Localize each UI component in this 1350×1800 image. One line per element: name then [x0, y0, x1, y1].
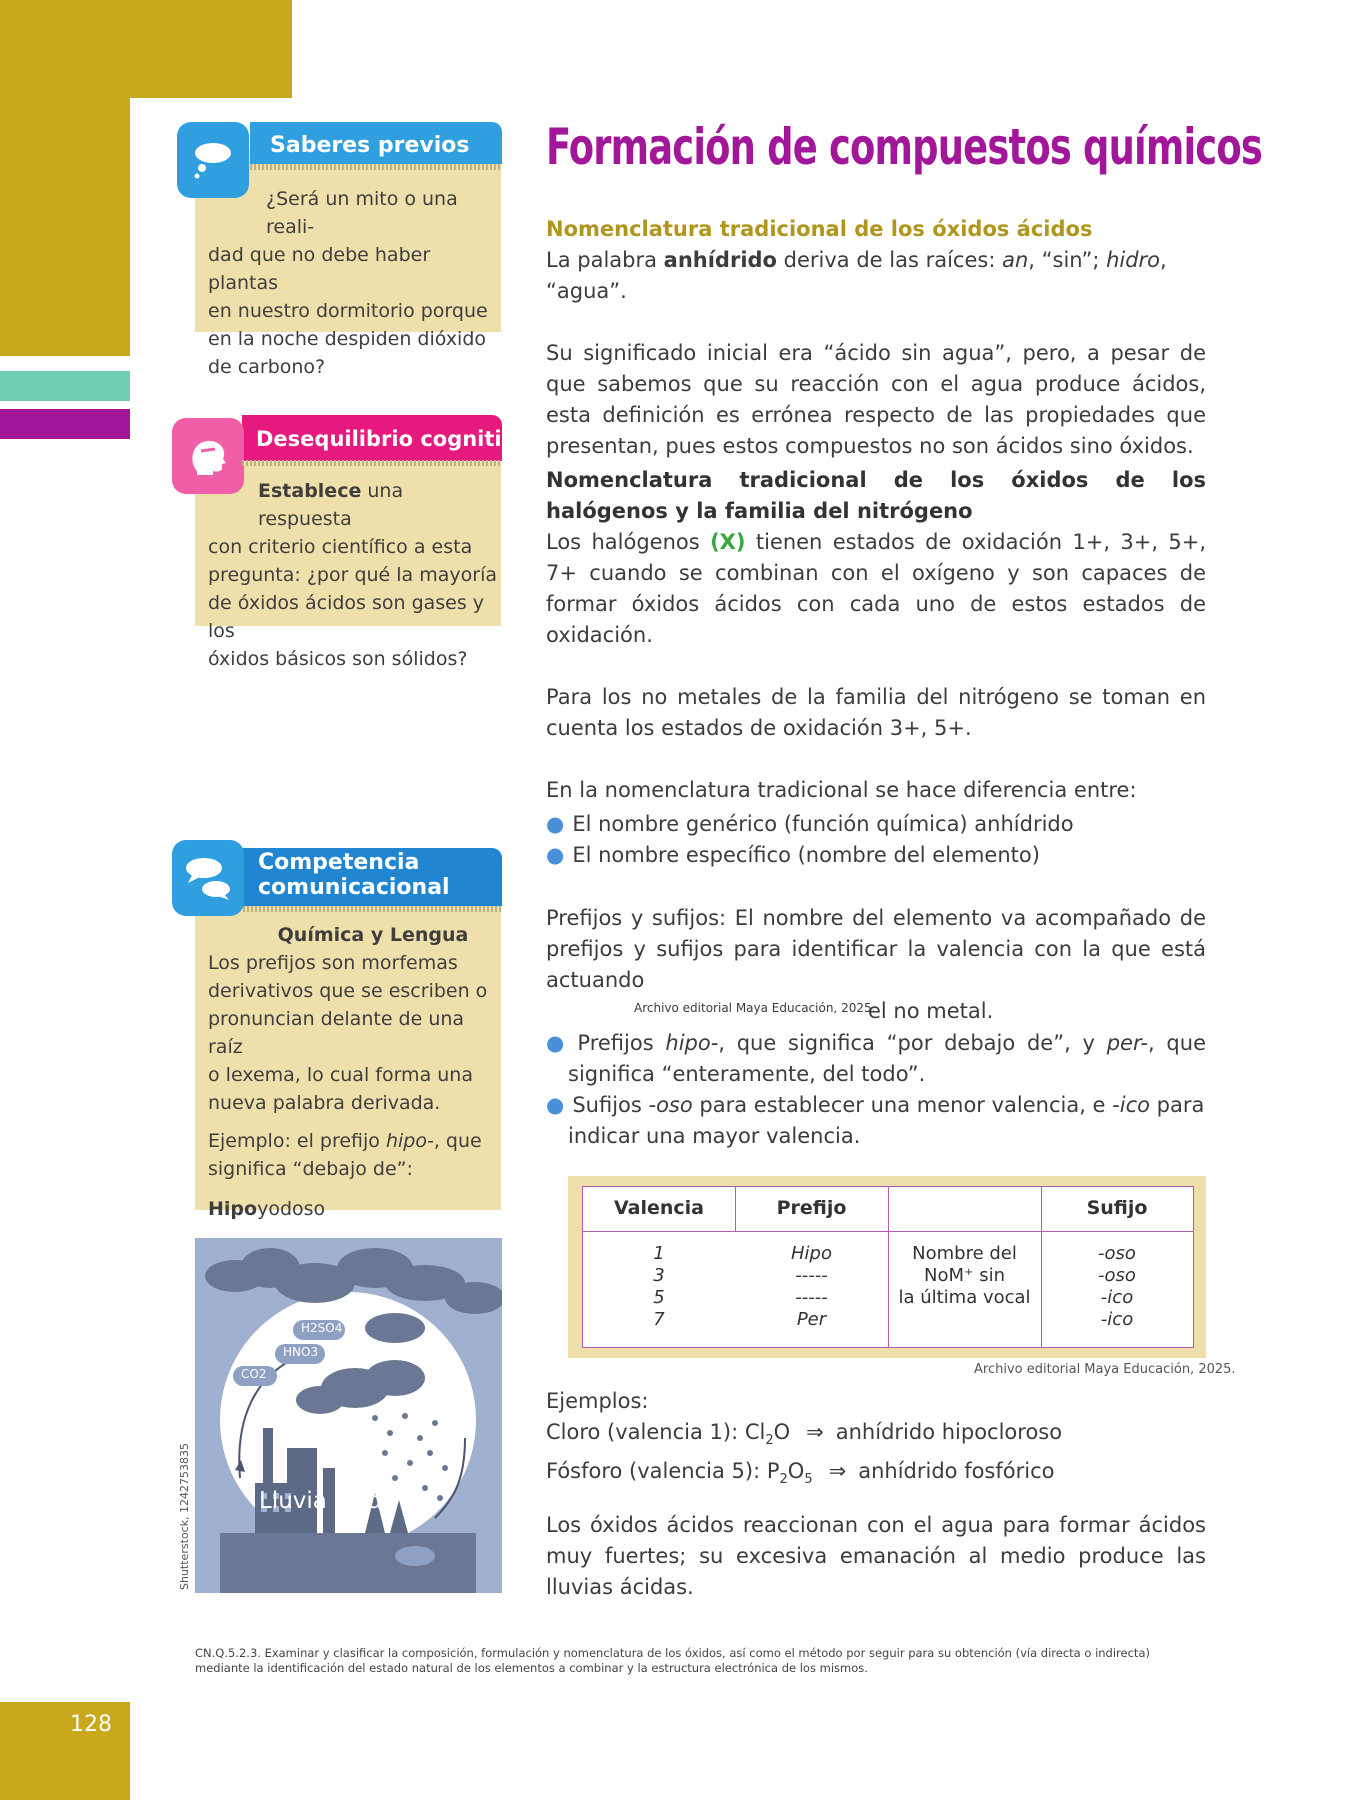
competencia-example: significa “debajo de”: [208, 1158, 413, 1180]
subscript: 2 [765, 1433, 774, 1449]
competencia-heading [258, 850, 450, 900]
closing-paragraph: Los óxidos ácidos reaccionan con el agua para formar ácidos muy fuertes; su excesiva emanación al medio produce las lluvias ácidas. [546, 1513, 1206, 1599]
curriculum-footnote: CN.Q.5.2.3. Examinar y clasificar la composición, formulación y nomenclatura de los óxidos, así como el método por seguir para su obtención (vía directa o indirecta) mediante la identificación del estado natural de los elementos a combinar y la estructura electrónica de los mismos. [195, 1646, 1150, 1675]
subscript: 5 [804, 1472, 813, 1488]
saberes-line: dad que no debe haber plantas [208, 244, 431, 294]
text-run: O [773, 1420, 791, 1444]
table-cell: la última vocal [898, 1287, 1031, 1308]
competencia-line: derivativos que se escriben o [208, 980, 488, 1002]
subscript: 2 [779, 1472, 788, 1488]
text-italic: hidro [1106, 248, 1161, 272]
table-cell: ----- [795, 1265, 828, 1286]
examples-heading: Ejemplos: [546, 1389, 649, 1413]
competencia-line: nueva palabra derivada. [208, 1092, 441, 1114]
table-cell: 1 [653, 1243, 665, 1264]
saberes-line: ¿Será un mito o una reali- [266, 188, 458, 238]
table-cell: -oso [1098, 1265, 1136, 1286]
editorial-credit: Archivo editorial Maya Educación, 2025. [634, 1001, 876, 1015]
text-run: La palabra [546, 248, 664, 272]
competencia-heading-line: comunicacional [258, 875, 450, 900]
teal-band [0, 371, 130, 401]
valencia-column [583, 1243, 735, 1331]
section-heading: Nomenclatura tradicional de los óxidos ácidos [546, 217, 1093, 241]
text-run: anhídrido fosfórico [858, 1459, 1055, 1484]
text-run: deriva de las raíces: [776, 248, 1003, 272]
hno3-label: HNO3 [283, 1345, 319, 1359]
competencia-line: Los prefijos son morfemas [208, 952, 458, 974]
bullet-list-affixes [546, 1028, 1206, 1152]
list-item-text: El nombre genérico (función química) anhídrido [572, 812, 1074, 836]
halogen-symbol: (X) [710, 530, 746, 554]
text-run: O [787, 1459, 805, 1484]
bullet-list-names [546, 809, 1206, 871]
implies-arrow-icon: ⇒ [806, 1420, 824, 1444]
list-item [546, 809, 1206, 840]
table-cell: Per [796, 1309, 827, 1330]
valence-table [582, 1186, 1194, 1348]
saberes-text [208, 185, 498, 381]
competencia-subheading: Química y Lengua [277, 924, 469, 946]
competencia-example-italic: hipo- [385, 1130, 434, 1152]
bullet-dot-icon: ● [546, 843, 565, 867]
saberes-line: en la noche despiden dióxido [208, 328, 487, 350]
acid-rain-illustration [195, 1238, 502, 1593]
sufijo-column [1041, 1243, 1193, 1331]
text-italic: per- [1106, 1031, 1149, 1055]
header-prefijo: Prefijo [776, 1197, 847, 1219]
speech-bubbles-icon [172, 840, 244, 916]
text-run: Los halógenos [546, 530, 711, 554]
h2so4-label: H2SO4 [301, 1321, 343, 1335]
table-cell: Hipo [791, 1243, 832, 1264]
competencia-word-rest: yodoso [257, 1198, 326, 1220]
text-run: , “agua”. [546, 248, 1167, 303]
section-halogenos [546, 465, 1206, 806]
table-cell: 5 [653, 1287, 665, 1308]
text-run: , que significa “enteramente, del todo”. [568, 1031, 1206, 1086]
competencia-hatch [243, 906, 502, 912]
text-run: tienen estados de oxidación 1+, 3+, 5+, 7+ cuando se combinan con el oxígeno y son capaces de formar óxidos ácidos con cada uno de estos estados de oxidación. [546, 530, 1207, 647]
desequilibrio-line: óxidos básicos son sólidos? [208, 648, 468, 670]
saberes-line: en nuestro dormitorio porque [208, 300, 488, 322]
photo-credit: Shutterstock, 1242753835 [178, 1442, 191, 1590]
example-line [546, 1417, 1206, 1456]
desequilibrio-line: de óxidos ácidos son gases y los [208, 592, 485, 642]
middle-column [888, 1243, 1041, 1309]
desequilibrio-text [208, 477, 498, 673]
text-italic: an [1002, 248, 1029, 272]
table-cell: 7 [653, 1309, 665, 1330]
competencia-example: , que [433, 1130, 482, 1152]
desequilibrio-bold: Establece [258, 480, 362, 502]
competencia-text [208, 921, 498, 1223]
desequilibrio-heading: Desequilibrio cognitivo [256, 427, 530, 451]
desequilibrio-line: con criterio científico a esta [208, 536, 473, 558]
text-italic: hipo- [665, 1031, 719, 1055]
examples [546, 1386, 1206, 1495]
text-bold: anhídrido [663, 248, 777, 272]
implies-arrow-icon: ⇒ [828, 1459, 847, 1484]
desequilibrio-hatch [242, 460, 502, 466]
co2-label: CO2 [241, 1367, 267, 1381]
text-italic: -ico [1112, 1093, 1150, 1117]
desequilibrio-first-rest: una respuesta [258, 480, 404, 530]
table-cell: -oso [1098, 1243, 1136, 1264]
desequilibrio-line: pregunta: ¿por qué la mayoría [208, 564, 497, 586]
gold-side-band [0, 0, 130, 356]
table-cell: ----- [795, 1287, 828, 1308]
section-heading: Nomenclatura tradicional de los óxidos de los halógenos y la familia del nitrógeno [546, 468, 1206, 523]
table-cell: -ico [1100, 1287, 1134, 1308]
list-item [546, 1090, 1206, 1152]
paragraph-prefijos [546, 903, 1206, 1027]
example-line [546, 1456, 1206, 1495]
competencia-line: pronuncian delante de una raíz [208, 1008, 465, 1058]
table-cell: NoM⁺ sin [923, 1265, 1006, 1286]
header-valencia: Valencia [613, 1197, 704, 1219]
valence-table-frame [568, 1176, 1206, 1358]
text-run: Prefijos [577, 1031, 666, 1055]
text-run: anhídrido hipocloroso [835, 1420, 1063, 1444]
bullet-dot-icon: ● [546, 1031, 570, 1055]
text-run: Fósforo (valencia 5): P [546, 1459, 780, 1484]
table-cell: 3 [653, 1265, 665, 1286]
text-run: Cloro (valencia 1): Cl [546, 1420, 766, 1444]
text-run: Sufijos [572, 1093, 649, 1117]
text-italic: -oso [648, 1093, 693, 1117]
page-number: 128 [70, 1712, 112, 1737]
paragraph: Su significado inicial era “ácido sin agua”, pero, a pesar de que sabemos que su reacción con el agua produce ácidos, esta definición es errónea respecto de las propiedades que presentan, pues estos compuestos no son ácidos sino óxidos. [546, 341, 1206, 458]
list-item [546, 840, 1206, 871]
text-run: para establecer una menor valencia, e [692, 1093, 1113, 1117]
section-oxidos-acidos [546, 214, 1206, 462]
text-run: , que significa “por debajo de”, y [718, 1031, 1107, 1055]
paragraph: En la nomenclatura tradicional se hace diferencia entre: [546, 778, 1137, 802]
saberes-hatch [250, 164, 502, 170]
prefijo-column [735, 1243, 888, 1331]
purple-band [0, 409, 130, 439]
table-cell: Nombre del [912, 1243, 1017, 1264]
list-item [546, 1028, 1206, 1090]
illustration-caption: Lluvia ácida [259, 1488, 397, 1514]
page-title: Formación de compuestos químicos [546, 118, 1262, 176]
list-item-text: El nombre específico (nombre del elemento) [572, 843, 1040, 867]
header-sufijo: Sufijo [1086, 1197, 1148, 1219]
bullet-dot-icon: ● [546, 812, 565, 836]
saberes-line: de carbono? [208, 356, 326, 378]
competencia-example: Ejemplo: el prefijo [208, 1130, 386, 1152]
competencia-heading-line: Competencia [258, 850, 420, 875]
text-run: para indicar una mayor valencia. [568, 1093, 1205, 1148]
competencia-line: o lexema, lo cual forma una [208, 1064, 473, 1086]
table-credit: Archivo editorial Maya Educación, 2025. [974, 1362, 1236, 1377]
saberes-heading: Saberes previos [270, 133, 470, 158]
competencia-word-bold: Hipo [208, 1198, 258, 1220]
paragraph: Prefijos y sufijos: El nombre del elemento va acompañado de prefijos y sufijos para identificar la valencia con la que está actuando [546, 906, 1206, 992]
text-run: , “sin”; [1028, 248, 1107, 272]
bullet-dot-icon: ● [546, 1093, 565, 1117]
text-run: el no metal. [868, 999, 994, 1023]
paragraph: Para los no metales de la familia del nitrógeno se toman en cuenta los estados de oxidación 3+, 5+. [546, 685, 1206, 740]
table-cell: -ico [1100, 1309, 1134, 1330]
